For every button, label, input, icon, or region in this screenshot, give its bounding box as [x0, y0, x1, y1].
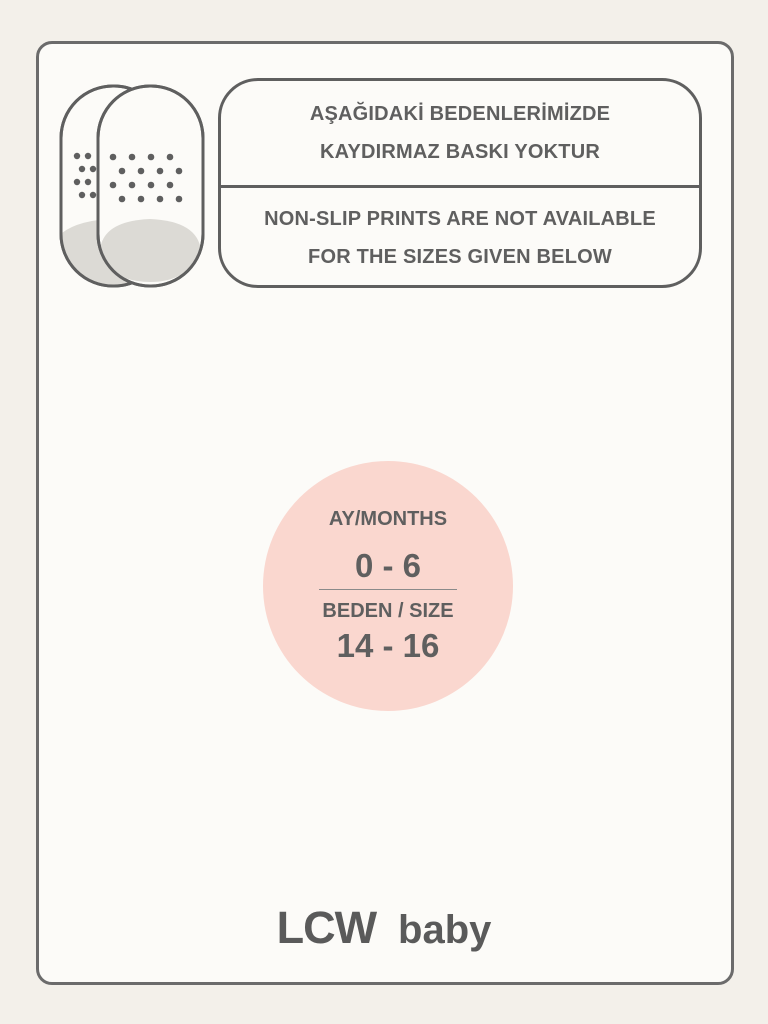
- notice-tr-line1: AŞAĞIDAKİ BEDENLERİMİZDE: [309, 103, 611, 125]
- notice-english: [221, 188, 699, 288]
- notice-en-line2: FOR THE SIZES GIVEN BELOW: [308, 246, 612, 268]
- brand-sub: baby: [398, 908, 492, 952]
- months-value: 0 - 6: [354, 547, 422, 584]
- size-value: 14 - 16: [336, 627, 440, 664]
- notice-tr-line2: KAYDIRMAZ BASKI YOKTUR: [320, 141, 600, 163]
- sock-pair-icon: [58, 83, 208, 289]
- brand-logo: [0, 902, 768, 954]
- non-slip-notice: [218, 78, 702, 288]
- months-label: AY/MONTHS: [328, 508, 448, 530]
- notice-en-line1: NON-SLIP PRINTS ARE NOT AVAILABLE: [264, 208, 656, 230]
- size-label: BEDEN / SIZE: [322, 600, 454, 622]
- notice-turkish: [221, 81, 699, 188]
- brand-name: LCW: [276, 902, 377, 953]
- badge-divider: [319, 589, 457, 590]
- size-badge: [263, 461, 513, 711]
